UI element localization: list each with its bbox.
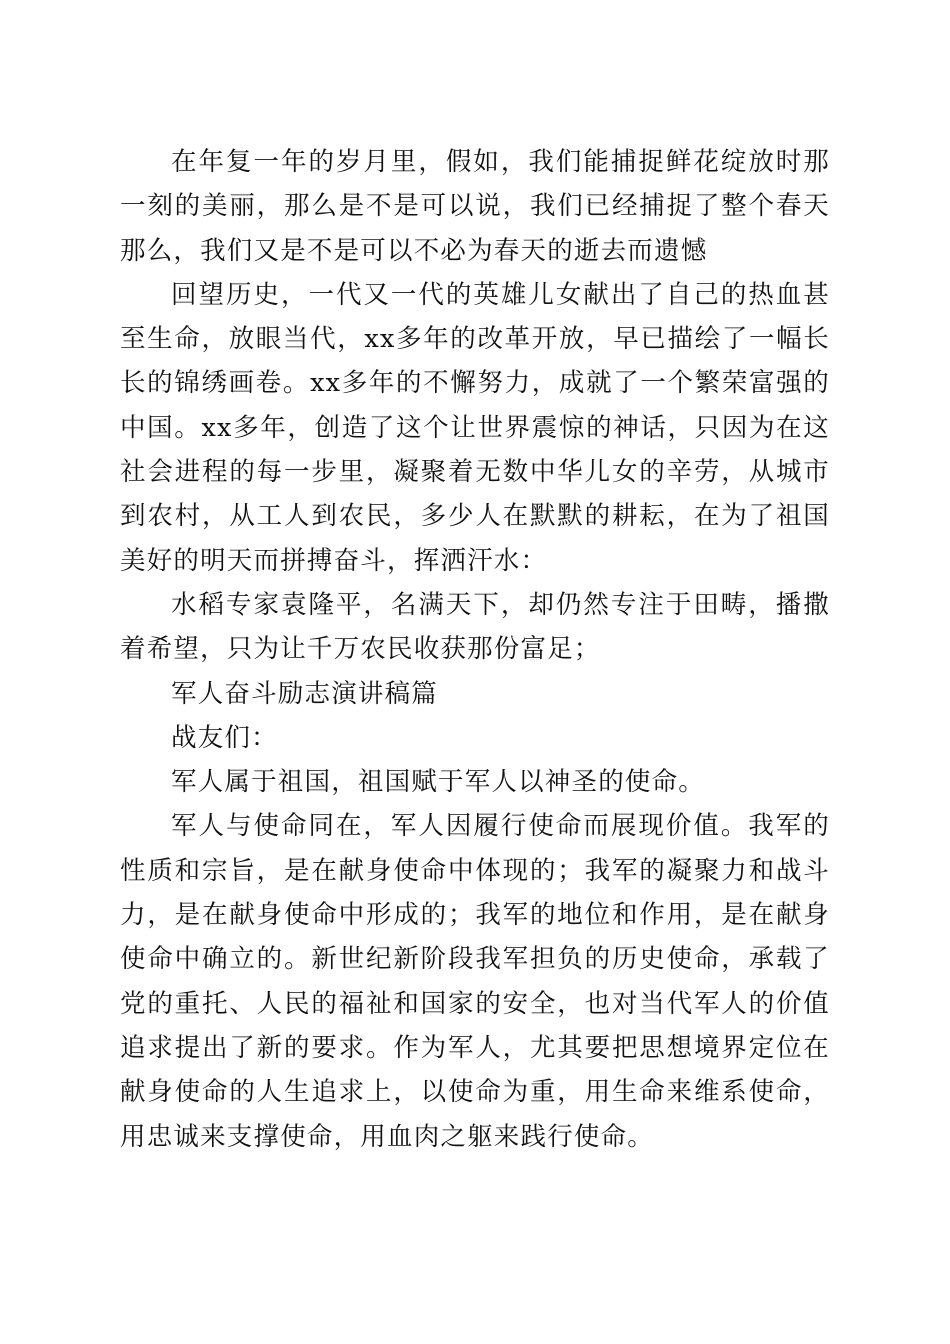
salutation: 战友们： xyxy=(171,722,278,753)
paragraph: 回望历史，一代又一代的英雄儿女献出了自己的热血甚至生命，放眼当代，xx多年的改革开放，早已描绘了一幅长长的锦绣画卷。xx多年的不懈努力，成就了一个繁荣富强的中国。xx多年，创造了这个让世界震惊的神话，只因为在这社会进程的每一步里，凝聚着无数中华儿女的辛劳，从城市到农村，从工人到农民，多少人在默默的耕耘，在为了祖国美好的明天而拼搏奋斗，挥洒汗水： xyxy=(120,279,830,576)
paragraph: 军人与使命同在，军人因履行使命而展现价值。我军的性质和宗旨，是在献身使命中体现的；我军的凝聚力和战斗力，是在献身使命中形成的；我军的地位和作用，是在献身使命中确立的。新世纪新阶段我军担负的历史使命，承载了党的重托、人民的福祉和国家的安全，也对当代军人的价值追求提出了新的要求。作为军人，尤其要把思想境界定位在献身使命的人生追求上，以使命为重，用生命来维系使命，用忠诚来支撑使命，用血肉之躯来践行使命。 xyxy=(120,811,830,1152)
paragraph: 军人属于祖国，祖国赋于军人以神圣的使命。 xyxy=(171,767,706,798)
section-heading: 军人奋斗励志演讲稿篇 xyxy=(171,678,439,709)
paragraph: 水稻专家袁隆平，名满天下，却仍然专注于田畴，播撒着希望，只为让千万农民收获那份富足； xyxy=(120,589,830,665)
paragraph: 在年复一年的岁月里，假如，我们能捕捉鲜花绽放时那一刻的美丽，那么是不是可以说，我们已经捕捉了整个春天那么，我们又是不是可以不必为春天的逝去而遗憾 xyxy=(120,147,830,266)
document-body xyxy=(120,140,830,1159)
